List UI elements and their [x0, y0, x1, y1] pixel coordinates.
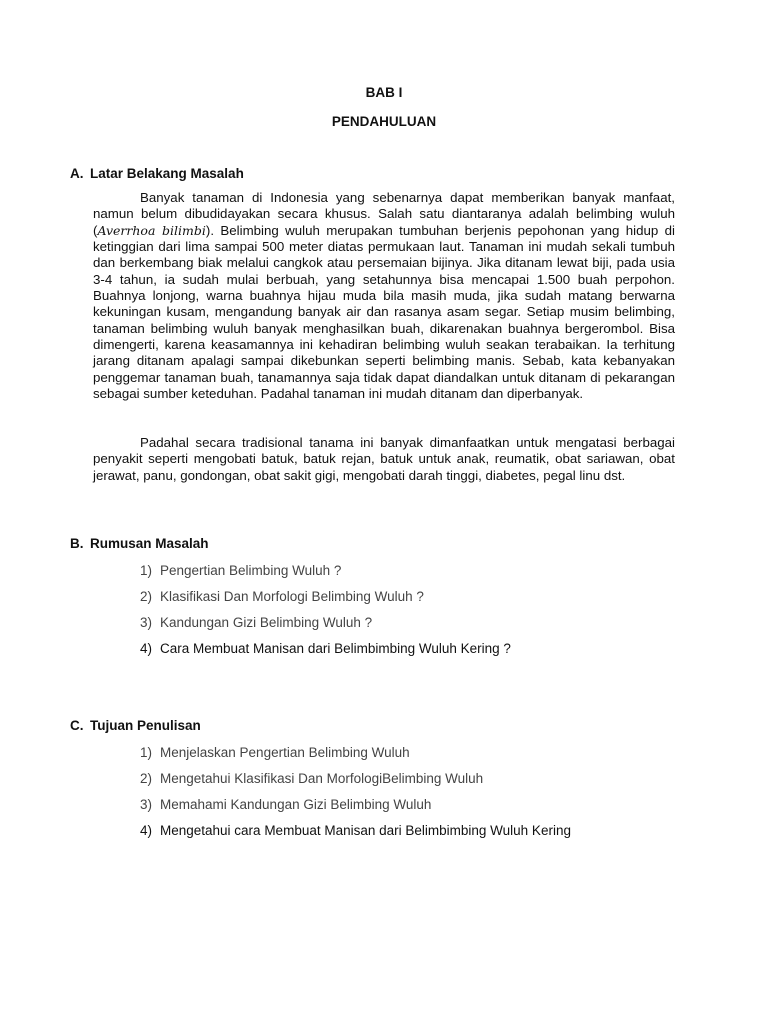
paragraph-1-start: Banyak tanaman di Indonesia yang sebenarnya dapat memberikan banyak manfaat, namun belum dibudidayakan secara khusus. Salah satu diantaranya adalah belimbing wuluh ( — [93, 190, 675, 238]
problem-formulation-list — [140, 562, 511, 666]
list-number: 3) — [140, 797, 153, 812]
chapter-label: BAB I — [365, 85, 403, 100]
list-number: 4) — [140, 641, 153, 656]
latin-species-name: Averrhoa bilimbi — [97, 222, 206, 238]
paragraph-2-text: Padahal secara tradisional tanama ini banyak dimanfaatkan untuk mengatasi berbagai penyakit seperti mengobati batuk, batuk rejan, batuk untuk anak, reumatik, obat sariawan, obat jerawat, panu, gondongan, obat sakit gigi, mengobati darah tinggi, diabetes, pegal linu dst. — [93, 435, 675, 483]
list-item — [140, 770, 571, 796]
section-c-title: Tujuan Penulisan — [90, 718, 201, 733]
list-item — [140, 822, 571, 848]
section-c-heading — [70, 718, 201, 733]
writing-objectives-list — [140, 744, 571, 848]
background-paragraph-2 — [93, 435, 675, 484]
list-number: 4) — [140, 823, 153, 838]
list-item — [140, 562, 511, 588]
list-item — [140, 640, 511, 666]
list-number: 2) — [140, 589, 153, 604]
list-text: Memahami Kandungan Gizi Belimbing Wuluh — [160, 797, 432, 812]
section-c-letter: C. — [70, 718, 84, 733]
list-text: Mengetahui cara Membuat Manisan dari Belimbimbing Wuluh Kering — [160, 823, 571, 838]
list-text: Cara Membuat Manisan dari Belimbimbing Wuluh Kering ? — [160, 641, 511, 656]
list-item — [140, 744, 571, 770]
section-b-title: Rumusan Masalah — [90, 536, 209, 551]
section-b-heading — [70, 536, 209, 551]
background-paragraph-1 — [93, 190, 675, 402]
section-b-letter: B. — [70, 536, 84, 551]
list-number: 1) — [140, 745, 153, 760]
list-text: Klasifikasi Dan Morfologi Belimbing Wuluh ? — [160, 589, 424, 604]
list-number: 3) — [140, 615, 153, 630]
list-number: 2) — [140, 771, 153, 786]
list-item — [140, 614, 511, 640]
section-a-letter: A. — [70, 166, 84, 181]
list-text: Kandungan Gizi Belimbing Wuluh ? — [160, 615, 373, 630]
section-a-title: Latar Belakang Masalah — [90, 166, 244, 181]
paragraph-1-rest: ). Belimbing wuluh merupakan tumbuhan berjenis pepohonan yang hidup di ketinggian dari lima sampai 500 meter diatas permukaan laut. Tanaman ini mudah sekali tumbuh dan berkembang biak melalui cangkok atau persemaian bijinya. Jika ditanam lewat biji, pada usia 3-4 tahun, ia sudah mulai berbuah, yang setahunnya bisa mencapai 1.500 buah perpohon. Buahnya lonjong, warna buahnya hijau muda bila masih muda, jika sudah matang berwarna kekuningan kusam, mengandung banyak air dan rasanya asam segar. Setiap musim belimbing, tanaman belimbing wuluh banyak menghasilkan buah, dikarenakan buahnya bergerombol. Bisa dimengerti, karena keasamannya ini kehadiran belimbing wuluh seakan terabaikan. Ia terhitung jarang ditanam apalagi sampai dikebunkan seperti belimbing manis. Sebab, kata kebanyakan penggemar tanaman buah, tanamannya saja tidak dapat diandalkan untuk ditanam di pekarangan sebagai sumber keteduhan. Padahal tanaman ini mudah ditanam dan diperbanyak. — [93, 222, 675, 402]
list-item — [140, 588, 511, 614]
list-text: Menjelaskan Pengertian Belimbing Wuluh — [160, 745, 410, 760]
list-number: 1) — [140, 563, 153, 578]
chapter-title: PENDAHULUAN — [331, 114, 437, 129]
list-text: Mengetahui Klasifikasi Dan MorfologiBelimbing Wuluh — [160, 771, 484, 786]
list-text: Pengertian Belimbing Wuluh ? — [160, 563, 342, 578]
section-a-heading — [70, 166, 244, 181]
list-item — [140, 796, 571, 822]
